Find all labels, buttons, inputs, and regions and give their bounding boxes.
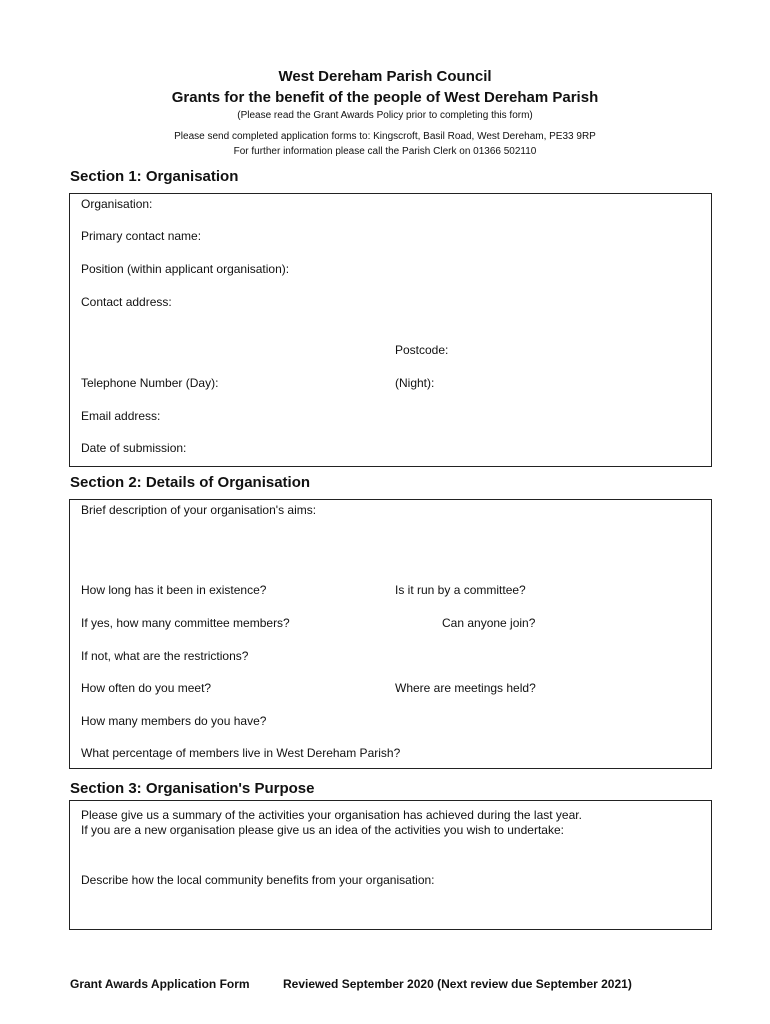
restrictions-field[interactable]: If not, what are the restrictions? [81,649,249,663]
committee-members-field[interactable]: If yes, how many committee members? [81,616,290,630]
telephone-night-field[interactable]: (Night): [395,376,435,390]
position-field[interactable]: Position (within applicant organisation): [81,262,290,276]
section3-box [69,800,712,930]
clerk-info: For further information please call the Parish Clerk on 01366 502110 [233,146,537,157]
send-address: Please send completed application forms to: Kingscroft, Basil Road, West Dereham, PE33 9RP [174,131,596,142]
telephone-day-field[interactable]: Telephone Number (Day): [81,376,219,390]
date-submission-field[interactable]: Date of submission: [81,441,187,455]
meetings-held-field[interactable]: Where are meetings held? [395,681,536,695]
primary-contact-field[interactable]: Primary contact name: [81,229,202,243]
contact-address-field[interactable]: Contact address: [81,295,172,309]
meet-often-field[interactable]: How often do you meet? [81,681,212,695]
email-field[interactable]: Email address: [81,409,161,423]
section1-title: Section 1: Organisation [70,168,239,185]
summary-line2[interactable]: If you are a new organisation please give us an idea of the activities you wish to undertake: [81,823,564,837]
aims-field[interactable]: Brief description of your organisation's aims: [81,503,317,517]
members-count-field[interactable]: How many members do you have? [81,714,267,728]
benefits-field[interactable]: Describe how the local community benefits from your organisation: [81,873,435,887]
form-title: Grants for the benefit of the people of West Dereham Parish [171,89,599,106]
summary-line1[interactable]: Please give us a summary of the activities your organisation has achieved during the last year. [81,808,582,822]
section3-title: Section 3: Organisation's Purpose [70,780,315,797]
footer-review: Reviewed September 2020 (Next review due September 2021) [283,977,632,991]
postcode-field[interactable]: Postcode: [395,343,449,357]
anyone-join-field[interactable]: Can anyone join? [442,616,536,630]
committee-field[interactable]: Is it run by a committee? [395,583,526,597]
policy-note: (Please read the Grant Awards Policy prior to completing this form) [237,110,533,121]
existence-field[interactable]: How long has it been in existence? [81,583,267,597]
section2-box [69,499,712,769]
organisation-field[interactable]: Organisation: [81,197,153,211]
footer-form-name: Grant Awards Application Form [70,977,250,991]
section1-box [69,193,712,467]
percentage-field[interactable]: What percentage of members live in West Dereham Parish? [81,746,401,760]
section2-title: Section 2: Details of Organisation [70,474,311,491]
council-name: West Dereham Parish Council [278,68,492,85]
